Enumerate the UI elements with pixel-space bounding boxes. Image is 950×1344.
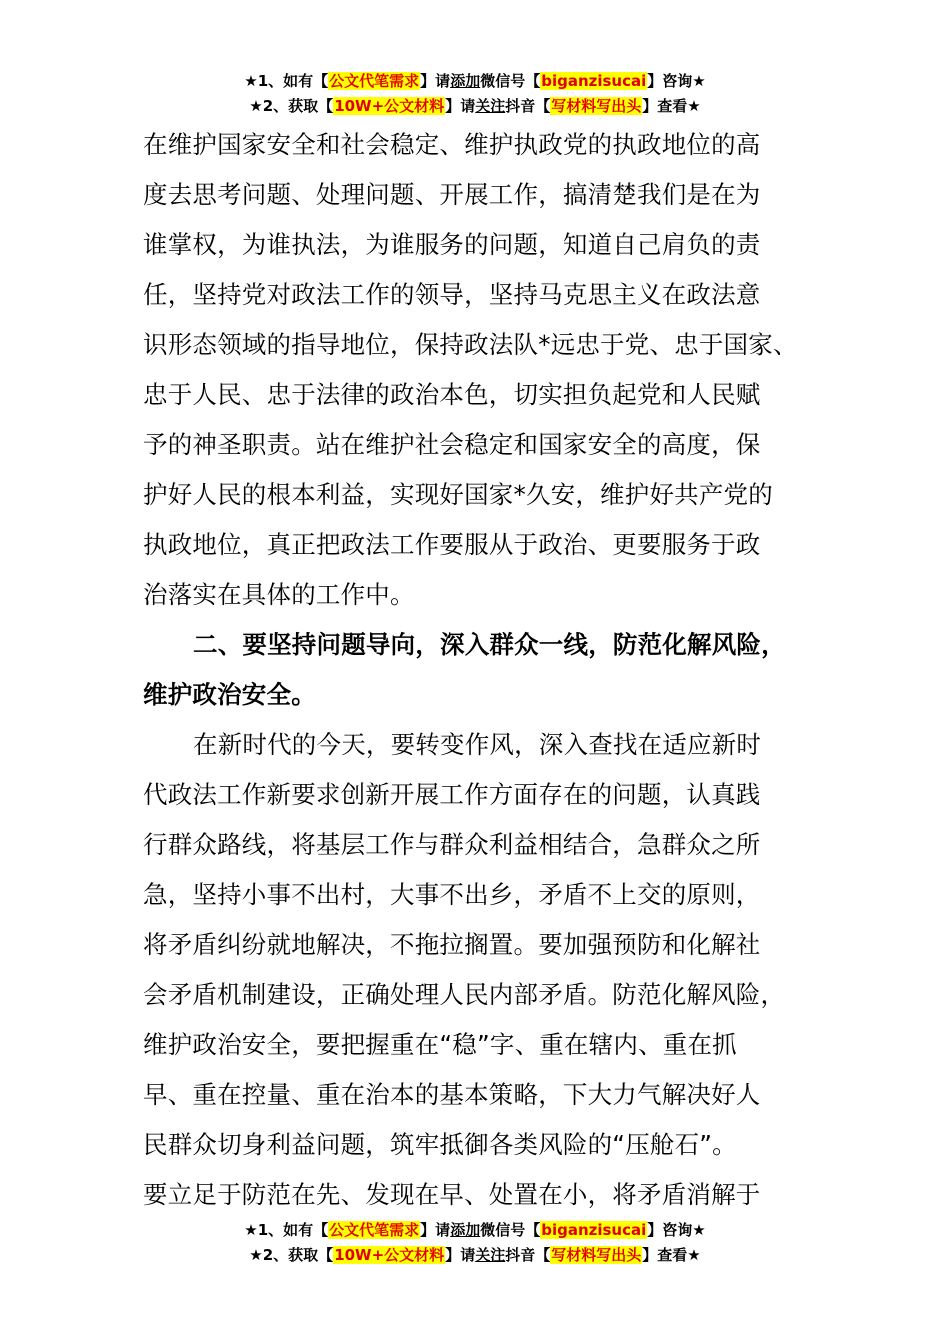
banner-highlight: biganzisucai <box>541 72 647 90</box>
banner-text: 】咨询★ <box>647 72 706 90</box>
banner-text: 微信号【 <box>480 72 541 90</box>
banner-highlight: 10W+公文材料 <box>334 1246 445 1264</box>
banner-text: 】咨询★ <box>647 1221 706 1239</box>
paragraph-line: 要立足于防范在先、发现在早、处置在小，将矛盾消解于 <box>143 1180 761 1209</box>
paragraph-line: 治落实在具体的工作中。 <box>143 580 415 609</box>
footer-banner-line-1 <box>0 1218 950 1243</box>
banner-highlight: biganzisucai <box>541 1221 647 1239</box>
banner-text: 微信号【 <box>480 1221 541 1239</box>
banner-highlight: 写材料写出头 <box>551 1246 642 1264</box>
document-body <box>143 120 813 1220</box>
paragraph-line: 民群众切身利益问题，筑牢抵御各类风险的“压舱石”。 <box>143 1130 737 1159</box>
header-banner-line-1 <box>0 69 950 94</box>
paragraph-line: 度去思考问题、处理问题、开展工作，搞清楚我们是在为 <box>143 180 761 209</box>
paragraph-line: 谁掌权，为谁执法，为谁服务的问题，知道自己肩负的责 <box>143 230 761 259</box>
banner-underline: 关注 <box>475 1246 506 1264</box>
banner-text: 】请 <box>445 1246 476 1264</box>
footer-banner-line-2 <box>0 1243 950 1268</box>
banner-text: 抖音【 <box>505 97 551 115</box>
banner-highlight: 10W+公文材料 <box>334 97 445 115</box>
section-heading: 维护政治安全。 <box>143 680 316 709</box>
section-heading: 二、要坚持问题导向，深入群众一线，防范化解风险， <box>193 630 786 659</box>
paragraph-line: 任，坚持党对政法工作的领导，坚持马克思主义在政法意 <box>143 280 761 309</box>
paragraph-line: 忠于人民、忠于法律的政治本色，切实担负起党和人民赋 <box>143 380 761 409</box>
paragraph-line: 行群众路线，将基层工作与群众利益相结合，急群众之所 <box>143 830 761 859</box>
paragraph-line: 维护政治安全，要把握重在“稳”字、重在辖内、重在抓 <box>143 1030 737 1059</box>
paragraph-line: 予的神圣职责。站在维护社会稳定和国家安全的高度，保 <box>143 430 761 459</box>
footer-banner <box>0 1218 950 1268</box>
paragraph-line: 代政法工作新要求创新开展工作方面存在的问题，认真践 <box>143 780 761 809</box>
banner-text: ★2、获取【 <box>249 1246 334 1264</box>
banner-text: 抖音【 <box>505 1246 551 1264</box>
banner-text: ★2、获取【 <box>249 97 334 115</box>
banner-text: 】查看★ <box>642 1246 701 1264</box>
banner-highlight: 写材料写出头 <box>551 97 642 115</box>
banner-text: 】请 <box>445 97 476 115</box>
banner-text: ★1、如有【 <box>244 1221 329 1239</box>
paragraph-line: 急，坚持小事不出村，大事不出乡，矛盾不上交的原则， <box>143 880 761 909</box>
paragraph-line: 会矛盾机制建设，正确处理人民内部矛盾。防范化解风险， <box>143 980 786 1009</box>
paragraph-line: 早、重在控量、重在治本的基本策略，下大力气解决好人 <box>143 1080 761 1109</box>
banner-underline: 添加 <box>450 1221 481 1239</box>
banner-underline: 关注 <box>475 97 506 115</box>
paragraph-line: 在维护国家安全和社会稳定、维护执政党的执政地位的高 <box>143 130 761 159</box>
banner-text: 】查看★ <box>642 97 701 115</box>
banner-text: 】请 <box>420 1221 451 1239</box>
banner-text: 】请 <box>420 72 451 90</box>
paragraph-line: 识形态领域的指导地位，保持政法队*远忠于党、忠于国家、 <box>143 330 798 359</box>
banner-highlight: 公文代笔需求 <box>329 1221 420 1239</box>
paragraph-line: 将矛盾纠纷就地解决，不拖拉搁置。要加强预防和化解社 <box>143 930 761 959</box>
banner-text: ★1、如有【 <box>244 72 329 90</box>
paragraph-line: 执政地位，真正把政法工作要服从于政治、更要服务于政 <box>143 530 761 559</box>
header-banner <box>0 69 950 119</box>
paragraph-line: 护好人民的根本利益，实现好国家*久安，维护好共产党的 <box>143 480 773 509</box>
banner-underline: 添加 <box>450 72 481 90</box>
banner-highlight: 公文代笔需求 <box>329 72 420 90</box>
header-banner-line-2 <box>0 94 950 119</box>
paragraph-line: 在新时代的今天，要转变作风，深入查找在适应新时 <box>193 730 762 759</box>
